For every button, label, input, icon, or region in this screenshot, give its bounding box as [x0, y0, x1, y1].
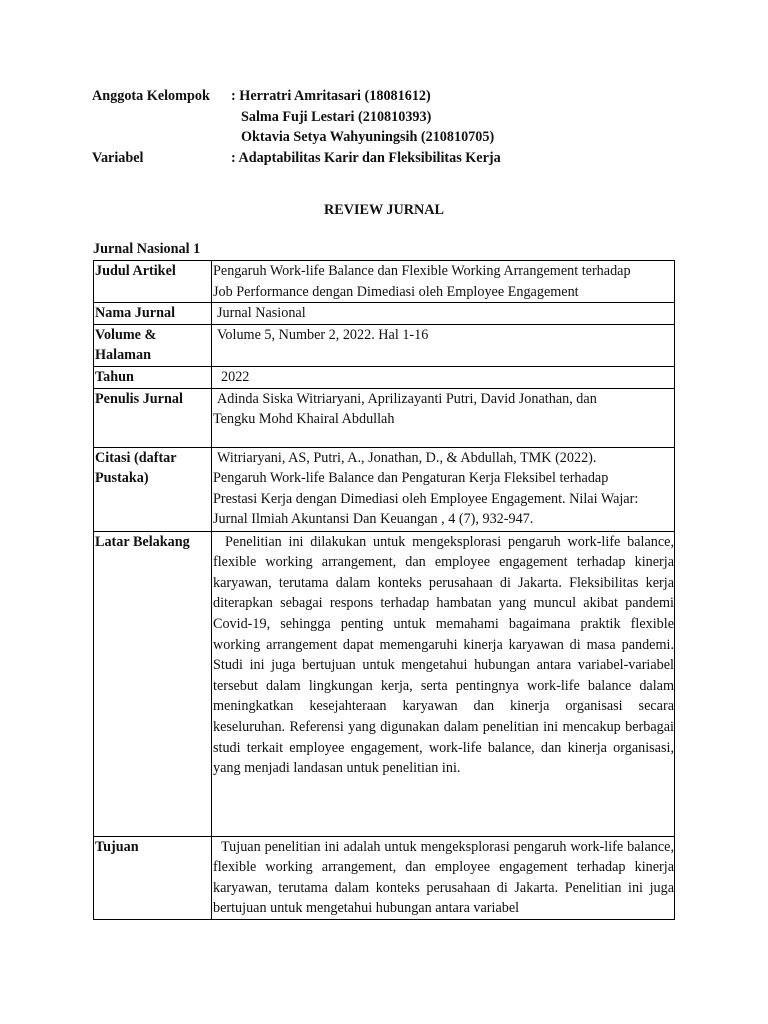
row-penulis [94, 388, 675, 447]
label-penulis: Penulis Jurnal [94, 388, 212, 447]
row-latar [94, 531, 675, 836]
variable-value: : Adaptabilitas Karir dan Fleksibilitas Kerja [231, 149, 501, 166]
review-table [93, 260, 675, 920]
row-judul [94, 261, 675, 303]
variable-label: Variabel [92, 149, 144, 166]
row-tujuan [94, 836, 675, 919]
variable-row [92, 148, 501, 169]
label-tahun: Tahun [94, 366, 212, 388]
row-volume [94, 324, 675, 366]
member-name: Oktavia Setya Wahyuningsih (210810705) [241, 129, 495, 145]
document-title: REVIEW JURNAL [324, 202, 444, 218]
label-citasi: Citasi (daftar Pustaka) [94, 447, 212, 531]
members-row-1 [92, 86, 501, 107]
value-volume: Volume 5, Number 2, 2022. Hal 1-16 [212, 324, 675, 366]
journal-heading: Jurnal Nasional 1 [93, 241, 201, 257]
label-judul: Judul Artikel [94, 261, 212, 303]
member-name: Herratri Amritasari (18081612) [239, 88, 431, 104]
row-tahun [94, 366, 675, 388]
value-latar: Penelitian ini dilakukan untuk mengeksplorasi pengaruh work-life balance, flexible working arrangement, dan employee engagement terhadap kinerja karyawan, terutama dalam konteks perusahaan di Jakarta. Fleksibilitas kerja diterapkan sebagai respons terhadap hambatan yang muncul akibat pandemi Covid-19, sehingga penting untuk memahami bagaimana praktik flexible working arrangement dapat memengaruhi kinerja karyawan di masa pandemi. Studi ini juga bertujuan untuk mengetahui hubungan antara variabel-variabel tersebut dalam lingkungan kerja, serta pentingnya work-life balance dalam meningkatkan kesejahteraan karyawan dan kinerja organisasi secara keseluruhan. Referensi yang digunakan dalam penelitian ini mencakup berbagai studi terkait employee engagement, work-life balance, dan kinerja organisasi, yang menjadi landasan untuk penelitian ini. [212, 531, 675, 836]
label-tujuan: Tujuan [94, 836, 212, 919]
members-row-2 [92, 107, 501, 128]
value-penulis: Adinda Siska Witriaryani, Aprilizayanti Putri, David Jonathan, dan Tengku Mohd Khairal Abdullah [212, 388, 675, 447]
members-label: Anggota Kelompok [92, 88, 210, 104]
label-nama: Nama Jurnal [94, 303, 212, 325]
value-nama: Jurnal Nasional [212, 303, 675, 325]
label-latar: Latar Belakang [94, 531, 212, 836]
document-header [92, 86, 501, 168]
row-citasi [94, 447, 675, 531]
value-tahun: 2022 [212, 366, 675, 388]
value-citasi: Witriaryani, AS, Putri, A., Jonathan, D., & Abdullah, TMK (2022). Pengaruh Work-life Balance dan Pengaturan Kerja Fleksibel terhadap Prestasi Kerja dengan Dimediasi oleh Employee Engagement. Nilai Wajar: Jurnal Ilmiah Akuntansi Dan Keuangan , 4 (7), 932-947. [212, 447, 675, 531]
value-judul: Pengaruh Work-life Balance dan Flexible Working Arrangement terhadap Job Performance dengan Dimediasi oleh Employee Engagement [212, 261, 675, 303]
value-tujuan: Tujuan penelitian ini adalah untuk mengeksplorasi pengaruh work-life balance, flexible working arrangement, dan employee engagement terhadap kinerja karyawan, terutama dalam konteks perusahaan di Jakarta. Penelitian ini juga bertujuan untuk mengetahui hubungan antara variabel [212, 836, 675, 919]
label-volume: Volume & Halaman [94, 324, 212, 366]
members-separator: : [231, 88, 236, 104]
members-row-3 [92, 127, 501, 148]
member-name: Salma Fuji Lestari (210810393) [241, 108, 432, 125]
row-nama [94, 303, 675, 325]
